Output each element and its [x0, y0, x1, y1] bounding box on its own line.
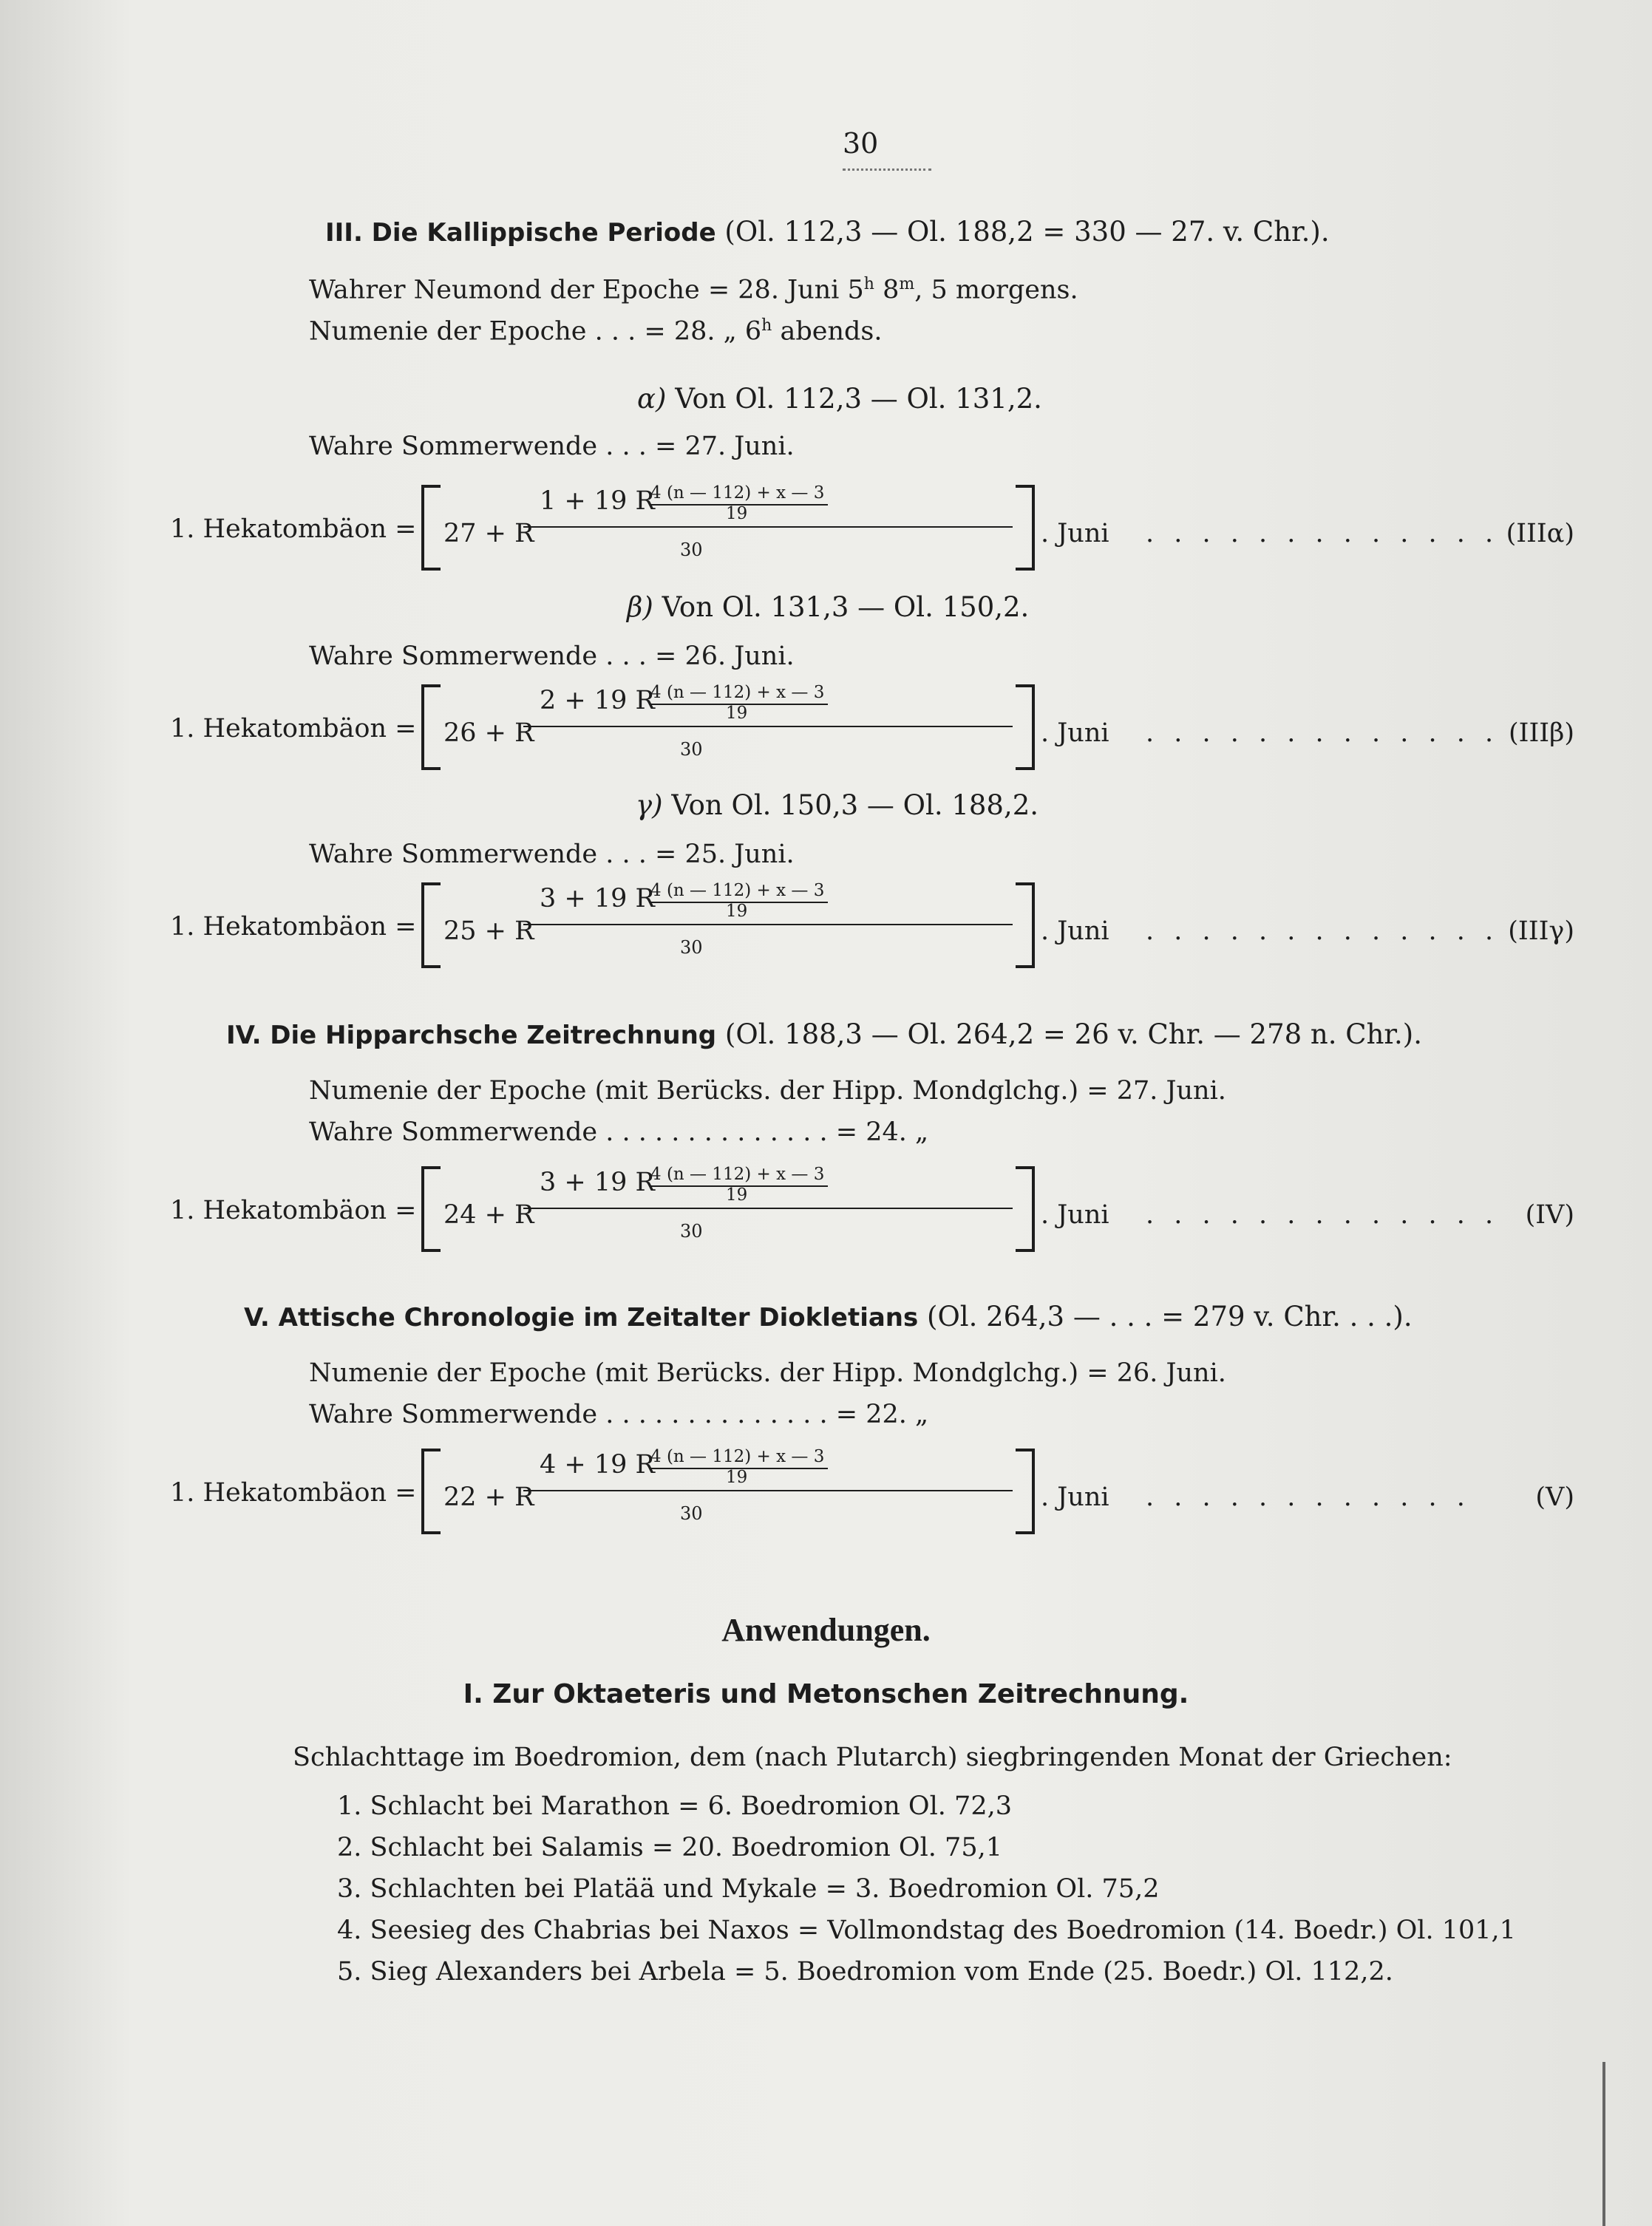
formula-tag: (IIIγ) — [1508, 916, 1574, 946]
application-item: 1. Schlacht bei Marathon = 6. Boedromion Ol. 72,3 — [337, 1791, 1012, 1821]
page-edge-mark — [1602, 2062, 1605, 2226]
applications-intro: Schlachttage im Boedromion, dem (nach Plutarch) siegbringenden Monat der Griechen: — [293, 1743, 1452, 1772]
section-v-heading — [244, 1301, 1413, 1332]
section-v-number: V. — [244, 1303, 270, 1332]
formula-fraction-bar — [523, 1208, 1013, 1209]
section-iv-number: IV. — [226, 1021, 262, 1050]
section-v-numenie: Numenie der Epoche (mit Berücks. der Hipp. Mondglchg.) = 26. Juni. — [309, 1358, 1226, 1388]
section-iii-gamma-heading: γ) Von Ol. 150,3 — Ol. 188,2. — [636, 789, 1039, 821]
formula-base: 22 + R — [443, 1483, 534, 1512]
bracket-open — [421, 1449, 441, 1534]
formula-lhs: 1. Hekatombäon = — [170, 1196, 417, 1225]
formula-tag: (IIIβ) — [1508, 718, 1574, 748]
section-v-solstice: Wahre Sommerwende . . . . . . . . . . . . . . = 22. „ — [309, 1400, 929, 1429]
formula-lhs: 1. Hekatombäon = — [170, 1478, 417, 1508]
formula-fraction-bar — [523, 726, 1013, 727]
application-item: 4. Seesieg des Chabrias bei Naxos = Vollmondstag des Boedromion (14. Boedr.) Ol. 101,1 — [337, 1916, 1516, 1945]
formula-suffix: . Juni — [1041, 519, 1109, 548]
section-iv-title: Die Hipparchsche Zeitrechnung — [270, 1021, 717, 1050]
section-v-title: Attische Chronologie im Zeitalter Diokletians — [278, 1303, 919, 1332]
section-iii-heading — [325, 216, 1330, 248]
section-iii-beta-solstice: Wahre Sommerwende . . . = 26. Juni. — [309, 641, 795, 671]
section-iii-gamma-solstice: Wahre Sommerwende . . . = 25. Juni. — [309, 840, 795, 869]
formula-denominator: 30 — [680, 540, 703, 560]
formula-denominator: 30 — [680, 739, 703, 760]
formula-suffix: . Juni — [1041, 1483, 1109, 1512]
section-iv-range: (Ol. 188,3 — Ol. 264,2 = 26 v. Chr. — 278 n. Chr.). — [724, 1018, 1423, 1050]
bracket-open — [421, 882, 441, 968]
bracket-close — [1016, 1449, 1035, 1534]
formula-lhs: 1. Hekatombäon = — [170, 912, 417, 942]
formula-denominator: 30 — [680, 1221, 703, 1242]
formula-exponent-numerator: 4 (n — 112) + x — 3 — [650, 1447, 825, 1466]
formula-exponent-denominator: 19 — [726, 704, 748, 723]
applications-heading: Anwendungen. — [721, 1612, 931, 1648]
bracket-open — [421, 684, 441, 770]
section-iv-heading — [226, 1018, 1422, 1050]
section-iii-range: (Ol. 112,3 — Ol. 188,2 = 330 — 27. v. Chr.). — [724, 216, 1330, 248]
section-iii-alpha-solstice: Wahre Sommerwende . . . = 27. Juni. — [309, 432, 795, 461]
formula-leader-dots: . . . . . . . . . . . . . — [1146, 916, 1500, 946]
formula-tag: (IIIα) — [1506, 519, 1574, 548]
formula-exponent-denominator: 19 — [726, 1468, 748, 1487]
formula-v — [170, 1446, 1574, 1542]
formula-tag: (V) — [1535, 1483, 1574, 1512]
bracket-close — [1016, 485, 1035, 571]
formula-exponent-denominator: 19 — [726, 902, 748, 921]
formula-iv — [170, 1163, 1574, 1259]
formula-leader-dots: . . . . . . . . . . . . . — [1146, 519, 1500, 548]
applications-subheading: I. Zur Oktaeteris und Metonschen Zeitrechnung. — [463, 1679, 1189, 1709]
formula-iii-beta — [170, 681, 1574, 777]
formula-leader-dots: . . . . . . . . . . . . . — [1146, 1200, 1500, 1230]
formula-numerator: 2 + 19 R — [540, 686, 655, 715]
formula-base: 26 + R — [443, 718, 534, 748]
formula-base: 27 + R — [443, 519, 534, 548]
formula-denominator: 30 — [680, 1503, 703, 1524]
application-item: 5. Sieg Alexanders bei Arbela = 5. Boedromion vom Ende (25. Boedr.) Ol. 112,2. — [337, 1957, 1393, 1987]
formula-numerator: 3 + 19 R — [540, 884, 655, 913]
formula-base: 24 + R — [443, 1200, 534, 1230]
formula-numerator: 4 + 19 R — [540, 1450, 655, 1480]
formula-exponent-numerator: 4 (n — 112) + x — 3 — [650, 683, 825, 702]
formula-fraction-bar — [523, 1490, 1013, 1491]
formula-suffix: . Juni — [1041, 1200, 1109, 1230]
formula-suffix: . Juni — [1041, 718, 1109, 748]
formula-tag: (IV) — [1525, 1200, 1574, 1230]
formula-exponent-numerator: 4 (n — 112) + x — 3 — [650, 1165, 825, 1184]
bracket-close — [1016, 1166, 1035, 1252]
formula-leader-dots: . . . . . . . . . . . . — [1146, 1483, 1471, 1512]
formula-exponent-denominator: 19 — [726, 504, 748, 523]
formula-exponent-numerator: 4 (n — 112) + x — 3 — [650, 483, 825, 503]
section-iii-number: III. — [325, 218, 363, 248]
section-iii-new-moon: Wahrer Neumond der Epoche = 28. Juni 5$^h$ 8$^m$, 5 morgens. — [309, 275, 1078, 305]
bracket-open — [421, 485, 441, 571]
bracket-close — [1016, 882, 1035, 968]
application-item: 3. Schlachten bei Platää und Mykale = 3. Boedromion Ol. 75,2 — [337, 1874, 1160, 1904]
formula-numerator: 1 + 19 R — [540, 486, 655, 516]
section-iii-beta-heading: β) Von Ol. 131,3 — Ol. 150,2. — [627, 591, 1030, 623]
formula-iii-gamma — [170, 879, 1574, 976]
formula-leader-dots: . . . . . . . . . . . . . — [1146, 718, 1500, 748]
formula-lhs: 1. Hekatombäon = — [170, 514, 417, 544]
formula-base: 25 + R — [443, 916, 534, 946]
formula-lhs: 1. Hekatombäon = — [170, 714, 417, 743]
section-v-range: (Ol. 264,3 — . . . = 279 v. Chr. . . .). — [927, 1301, 1413, 1332]
application-item: 2. Schlacht bei Salamis = 20. Boedromion Ol. 75,1 — [337, 1833, 1002, 1862]
formula-iii-alpha — [170, 482, 1574, 578]
formula-denominator: 30 — [680, 937, 703, 958]
formula-fraction-bar — [523, 526, 1013, 528]
section-iii-alpha-heading: α) Von Ol. 112,3 — Ol. 131,2. — [637, 383, 1042, 415]
formula-fraction-bar — [523, 924, 1013, 925]
section-iv-solstice: Wahre Sommerwende . . . . . . . . . . . . . . = 24. „ — [309, 1117, 929, 1147]
section-iii-title: Die Kallippische Periode — [371, 218, 716, 248]
page-number: 30 — [843, 127, 879, 160]
formula-numerator: 3 + 19 R — [540, 1168, 655, 1197]
bracket-close — [1016, 684, 1035, 770]
formula-exponent-denominator: 19 — [726, 1185, 748, 1205]
bracket-open — [421, 1166, 441, 1252]
section-iii-numenie: Numenie der Epoche . . . = 28. „ 6$^h$ abends. — [309, 316, 883, 347]
formula-exponent-numerator: 4 (n — 112) + x — 3 — [650, 881, 825, 900]
formula-suffix: . Juni — [1041, 916, 1109, 946]
page-number-ornament — [843, 163, 931, 171]
section-iv-numenie: Numenie der Epoche (mit Berücks. der Hipp. Mondglchg.) = 27. Juni. — [309, 1076, 1226, 1106]
